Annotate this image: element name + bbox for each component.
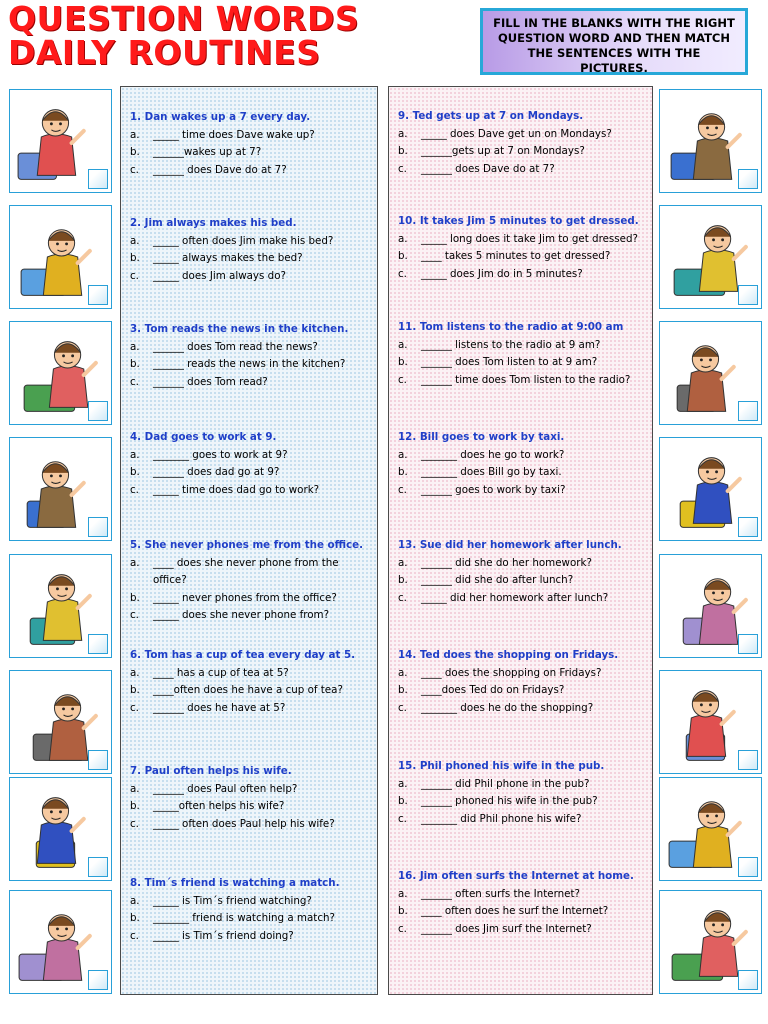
option-text: ____does Ted do on Fridays?	[421, 684, 565, 697]
option-letter: c.	[130, 817, 139, 830]
answer-checkbox[interactable]	[738, 857, 758, 877]
left-question-1	[130, 109, 370, 179]
option-letter: c.	[130, 269, 139, 282]
left-picture-1	[9, 89, 112, 193]
right-picture-4	[659, 437, 762, 541]
question-option	[130, 910, 370, 928]
option-text: ______ reads the news in the kitchen?	[153, 358, 346, 371]
option-text: _____ did her homework after lunch?	[421, 591, 609, 604]
option-letter: c.	[398, 373, 407, 386]
right-question-8	[398, 868, 645, 938]
left-question-3	[130, 321, 370, 391]
right-question-5	[398, 537, 645, 607]
question-option	[398, 126, 645, 144]
question-option	[130, 482, 370, 500]
question-option	[398, 447, 645, 465]
left-picture-3	[9, 321, 112, 425]
question-option	[398, 776, 645, 794]
option-text: _____ does Jim do in 5 minutes?	[421, 267, 583, 280]
option-letter: a.	[130, 666, 140, 679]
option-letter: b.	[398, 250, 408, 263]
option-text: ______ does Dave do at 7?	[153, 163, 287, 176]
answer-checkbox[interactable]	[88, 857, 108, 877]
question-option	[398, 266, 645, 284]
option-letter: c.	[130, 609, 139, 622]
option-letter: b.	[398, 905, 408, 918]
option-letter: a.	[398, 777, 408, 790]
answer-checkbox[interactable]	[738, 517, 758, 537]
option-text: _____ does Jim always do?	[153, 269, 286, 282]
question-stem: 7. Paul often helps his wife.	[130, 765, 292, 777]
question-option	[130, 144, 370, 162]
left-question-8	[130, 875, 370, 945]
left-question-5	[130, 537, 370, 625]
question-option	[130, 447, 370, 465]
right-picture-7	[659, 777, 762, 881]
answer-checkbox[interactable]	[88, 970, 108, 990]
option-letter: a.	[398, 338, 408, 351]
option-letter: b.	[130, 912, 140, 925]
question-stem: 14. Ted does the shopping on Fridays.	[398, 649, 619, 661]
question-option	[398, 811, 645, 829]
option-letter: b.	[398, 145, 408, 158]
question-stem: 10. It takes Jim 5 minutes to get dressed.	[398, 215, 639, 227]
answer-checkbox[interactable]	[738, 169, 758, 189]
question-option	[398, 248, 645, 266]
answer-checkbox[interactable]	[88, 750, 108, 770]
option-letter: c.	[398, 483, 407, 496]
option-letter: a.	[130, 782, 140, 795]
right-picture-6	[659, 670, 762, 774]
option-letter: c.	[130, 375, 139, 388]
option-text: _______ does he go to work?	[421, 448, 565, 461]
right-picture-1	[659, 89, 762, 193]
option-letter: a.	[398, 556, 408, 569]
option-letter: c.	[398, 701, 407, 714]
option-letter: b.	[398, 574, 408, 587]
question-option	[130, 374, 370, 392]
option-text: ______ does Jim surf the Internet?	[421, 922, 592, 935]
option-text: _______ goes to work at 9?	[153, 448, 288, 461]
question-option	[130, 781, 370, 799]
option-text: ______ listens to the radio at 9 am?	[421, 338, 601, 351]
question-stem: 8. Tim´s friend is watching a match.	[130, 877, 340, 889]
option-letter: a.	[398, 666, 408, 679]
question-stem: 11. Tom listens to the radio at 9:00 am	[398, 321, 624, 333]
answer-checkbox[interactable]	[88, 517, 108, 537]
option-letter: c.	[398, 162, 407, 175]
right-question-6	[398, 647, 645, 717]
instructions-box: FILL IN THE BLANKS WITH THE RIGHT QUESTION WORD AND THEN MATCH THE SENTENCES WITH THE PICTURES.	[480, 8, 748, 75]
question-option	[398, 161, 645, 179]
option-letter: a.	[398, 887, 408, 900]
question-option	[130, 233, 370, 251]
option-text: ______ goes to work by taxi?	[421, 483, 566, 496]
question-option	[130, 127, 370, 145]
question-stem: 5. She never phones me from the office.	[130, 539, 364, 551]
question-option	[130, 339, 370, 357]
option-text: ____ takes 5 minutes to get dressed?	[421, 250, 611, 263]
option-letter: c.	[398, 812, 407, 825]
question-option	[398, 482, 645, 500]
option-text: _______ does he do the shopping?	[421, 701, 594, 714]
question-option	[130, 162, 370, 180]
option-letter: a.	[130, 234, 140, 247]
option-text: ______ does dad go at 9?	[153, 466, 280, 479]
right-question-7	[398, 758, 645, 828]
title-line-1: QUESTION WORDS	[8, 0, 360, 38]
answer-checkbox[interactable]	[738, 750, 758, 770]
question-option	[130, 250, 370, 268]
question-option	[130, 816, 370, 834]
question-stem: 16. Jim often surfs the Internet at home.	[398, 870, 634, 882]
option-text: _____ is Tim´s friend doing?	[153, 929, 294, 942]
question-option	[398, 903, 645, 921]
option-letter: b.	[398, 684, 408, 697]
question-option	[398, 886, 645, 904]
option-letter: a.	[398, 448, 408, 461]
option-letter: c.	[130, 483, 139, 496]
question-stem: 13. Sue did her homework after lunch.	[398, 539, 622, 551]
right-question-4	[398, 429, 645, 499]
option-letter: c.	[130, 701, 139, 714]
left-picture-8	[9, 890, 112, 994]
question-option	[398, 231, 645, 249]
option-text: ______ does he have at 5?	[153, 701, 286, 714]
option-letter: c.	[130, 163, 139, 176]
question-stem: 4. Dad goes to work at 9.	[130, 431, 277, 443]
option-text: _____ long does it take Jim to get dressed?	[421, 232, 638, 245]
option-text: _____often helps his wife?	[153, 800, 285, 813]
option-letter: b.	[130, 591, 140, 604]
question-stem: 9. Ted gets up at 7 on Mondays.	[398, 110, 584, 122]
option-text: ______ does Tom listen to at 9 am?	[421, 356, 598, 369]
option-text: ______ often surfs the Internet?	[421, 887, 580, 900]
question-option	[398, 337, 645, 355]
option-text: _____ always makes the bed?	[153, 252, 303, 265]
option-letter: a.	[398, 232, 408, 245]
left-picture-7	[9, 777, 112, 881]
question-option	[130, 700, 370, 718]
option-letter: a.	[130, 556, 140, 569]
option-letter: b.	[398, 795, 408, 808]
option-text: _____ is Tim´s friend watching?	[153, 894, 312, 907]
answer-checkbox[interactable]	[88, 634, 108, 654]
option-text: ____ often does he surf the Internet?	[421, 905, 609, 918]
answer-checkbox[interactable]	[88, 401, 108, 421]
option-text: ____often does he have a cup of tea?	[153, 684, 343, 697]
option-text: _____ often does Paul help his wife?	[153, 817, 335, 830]
option-text: ______ phoned his wife in the pub?	[421, 795, 598, 808]
answer-checkbox[interactable]	[738, 970, 758, 990]
option-letter: b.	[398, 466, 408, 479]
option-letter: b.	[130, 146, 140, 159]
option-letter: c.	[398, 267, 407, 280]
left-picture-4	[9, 437, 112, 541]
option-text: ______ does Paul often help?	[153, 782, 298, 795]
option-letter: b.	[398, 356, 408, 369]
question-option	[398, 590, 645, 608]
option-letter: b.	[130, 252, 140, 265]
right-picture-2	[659, 205, 762, 309]
question-option	[398, 555, 645, 573]
answer-checkbox[interactable]	[88, 285, 108, 305]
question-option	[398, 793, 645, 811]
question-option	[130, 798, 370, 816]
option-text: ______ did she do after lunch?	[421, 574, 574, 587]
question-stem: 3. Tom reads the news in the kitchen.	[130, 323, 349, 335]
left-picture-2	[9, 205, 112, 309]
question-option	[130, 268, 370, 286]
left-picture-6	[9, 670, 112, 774]
option-text: ______ did Phil phone in the pub?	[421, 777, 590, 790]
question-stem: 12. Bill goes to work by taxi.	[398, 431, 565, 443]
option-text: _____ does Dave get un on Mondays?	[421, 127, 612, 140]
option-letter: a.	[130, 894, 140, 907]
question-option	[130, 607, 370, 625]
question-option	[130, 590, 370, 608]
left-question-4	[130, 429, 370, 499]
option-text: ______wakes up at 7?	[153, 146, 262, 159]
right-question-3	[398, 319, 645, 389]
option-text: ____ has a cup of tea at 5?	[153, 666, 289, 679]
left-picture-5	[9, 554, 112, 658]
option-letter: c.	[130, 929, 139, 942]
question-option	[130, 464, 370, 482]
question-stem: 6. Tom has a cup of tea every day at 5.	[130, 649, 356, 661]
option-letter: b.	[130, 358, 140, 371]
option-letter: c.	[398, 591, 407, 604]
question-option	[398, 372, 645, 390]
option-text: ______ time does Tom listen to the radio?	[421, 373, 631, 386]
option-text: _____ often does Jim make his bed?	[153, 234, 334, 247]
option-letter: a.	[398, 127, 408, 140]
question-option	[398, 354, 645, 372]
answer-checkbox[interactable]	[88, 169, 108, 189]
option-text: _______ friend is watching a match?	[153, 912, 335, 925]
question-option	[398, 464, 645, 482]
option-letter: b.	[130, 684, 140, 697]
question-option	[398, 921, 645, 939]
left-question-2	[130, 215, 370, 285]
answer-checkbox[interactable]	[738, 634, 758, 654]
title-line-2: DAILY ROUTINES	[8, 33, 321, 72]
page-title	[8, 2, 478, 70]
option-text: ______gets up at 7 on Mondays?	[421, 145, 585, 158]
option-letter: b.	[130, 800, 140, 813]
option-text: _____ time does dad go to work?	[153, 483, 320, 496]
option-letter: a.	[130, 340, 140, 353]
option-text: _____ does she never phone from?	[153, 609, 330, 622]
answer-checkbox[interactable]	[738, 401, 758, 421]
right-picture-5	[659, 554, 762, 658]
question-option	[130, 356, 370, 374]
option-text: _______ does Bill go by taxi.	[421, 466, 562, 479]
right-question-1	[398, 108, 645, 178]
right-picture-8	[659, 890, 762, 994]
right-picture-3	[659, 321, 762, 425]
answer-checkbox[interactable]	[738, 285, 758, 305]
option-letter: a.	[130, 448, 140, 461]
question-option	[130, 893, 370, 911]
left-question-6	[130, 647, 370, 717]
option-letter: b.	[130, 466, 140, 479]
option-letter: c.	[398, 922, 407, 935]
question-option	[398, 572, 645, 590]
question-option	[398, 682, 645, 700]
question-stem: 1. Dan wakes up a 7 every day.	[130, 111, 311, 123]
option-text: ______ does Dave do at 7?	[421, 162, 555, 175]
option-text: ______ does Tom read?	[153, 375, 268, 388]
left-question-7	[130, 763, 370, 833]
option-text: _______ did Phil phone his wife?	[421, 812, 582, 825]
question-stem: 2. Jim always makes his bed.	[130, 217, 297, 229]
question-option	[130, 928, 370, 946]
question-stem: 15. Phil phoned his wife in the pub.	[398, 760, 605, 772]
option-text: ____ does the shopping on Fridays?	[421, 666, 602, 679]
question-option	[398, 143, 645, 161]
question-option	[398, 665, 645, 683]
question-option	[130, 665, 370, 683]
option-text: _____ never phones from the office?	[153, 591, 337, 604]
option-letter: a.	[130, 128, 140, 141]
option-text: ______ did she do her homework?	[421, 556, 592, 569]
question-option	[130, 682, 370, 700]
option-text: _____ time does Dave wake up?	[153, 128, 315, 141]
question-option	[130, 555, 370, 590]
question-option	[398, 700, 645, 718]
option-text: ____ does she never phone from the office?	[153, 556, 339, 587]
option-text: ______ does Tom read the news?	[153, 340, 318, 353]
right-question-2	[398, 213, 645, 283]
